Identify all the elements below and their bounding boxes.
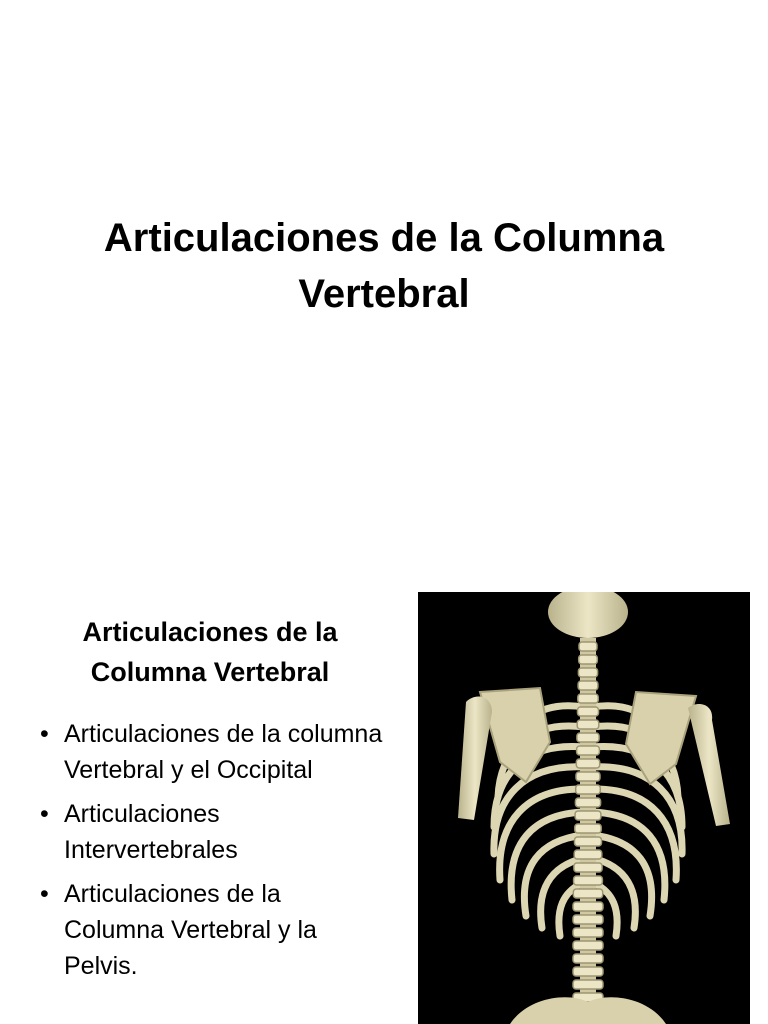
bullet-list	[36, 716, 386, 992]
left-scapula	[480, 688, 550, 782]
vertebra	[579, 642, 597, 651]
left-humerus	[458, 697, 492, 820]
vertebra	[573, 954, 603, 963]
vertebra	[578, 681, 598, 690]
vertebra	[573, 967, 603, 976]
vertebra	[575, 811, 601, 820]
bullet-icon: •	[40, 880, 49, 908]
vertebra	[573, 928, 603, 937]
right-humerus	[688, 704, 730, 826]
vertebra	[578, 668, 597, 677]
vertebra	[576, 759, 599, 768]
vertebra	[576, 785, 601, 794]
content-slide	[0, 576, 768, 1024]
vertebra	[578, 694, 598, 703]
vertebra	[573, 941, 603, 950]
bullet-text: Articulaciones de la columna Vertebral y el Occipital	[64, 720, 383, 784]
bullet-text: Articulaciones Intervertebrales	[64, 800, 238, 864]
bullet-icon: •	[40, 720, 49, 748]
vertebra	[574, 850, 602, 859]
vertebra	[573, 902, 603, 911]
content-slide-title: Articulaciones de la Columna Vertebral	[82, 617, 338, 687]
vertebra	[577, 720, 599, 729]
skull-base	[548, 592, 628, 638]
skeleton-spine-icon	[418, 592, 750, 1024]
vertebra	[574, 863, 602, 872]
bullet-item	[36, 716, 386, 788]
vertebra	[578, 707, 599, 716]
vertebra	[575, 824, 601, 833]
bullet-text: Articulaciones de la Columna Vertebral y la Pelvis.	[64, 880, 317, 980]
vertebra	[576, 772, 600, 781]
vertebra	[579, 655, 598, 664]
vertebra	[574, 876, 603, 885]
vertebra	[575, 837, 602, 846]
vertebra	[577, 746, 600, 755]
vertebra	[573, 980, 603, 989]
vertebra	[573, 915, 603, 924]
slide-title: Articulaciones de la Columna Vertebral	[103, 216, 665, 316]
bullet-item	[36, 876, 386, 984]
bullet-icon: •	[40, 800, 49, 828]
vertebra	[577, 733, 599, 742]
vertebra	[575, 798, 600, 807]
vertebra	[573, 889, 602, 898]
bullet-item	[36, 796, 386, 868]
skeleton-figure	[418, 592, 750, 1024]
